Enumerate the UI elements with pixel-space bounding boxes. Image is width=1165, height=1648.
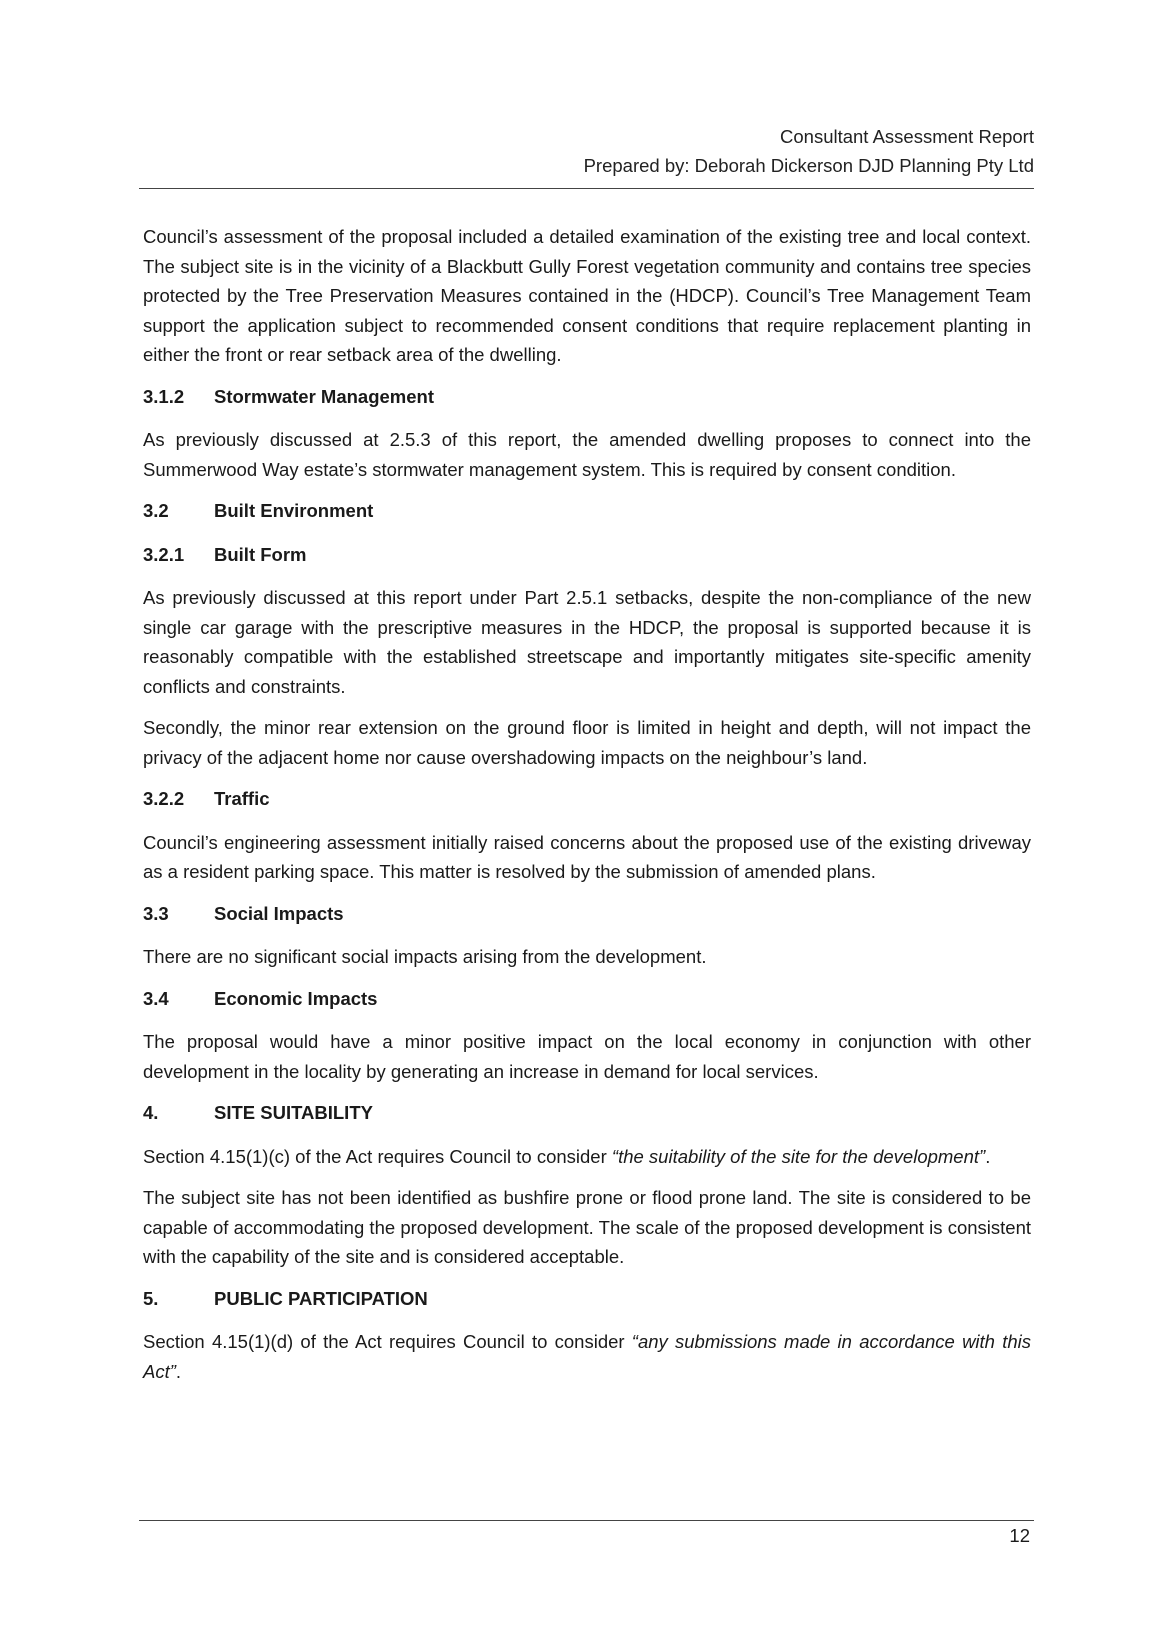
heading-title: PUBLIC PARTICIPATION (214, 1287, 428, 1309)
heading-title: Economic Impacts (214, 987, 378, 1009)
header-divider (139, 188, 1034, 189)
heading-number: 3.2.1 (143, 543, 185, 565)
paragraph-site-suitability-section (143, 1142, 1031, 1172)
heading-number: 5. (143, 1287, 159, 1309)
heading-number: 3.2.2 (143, 788, 185, 809)
paragraph-traffic: Council’s engineering assessment initially raised concerns about the proposed use of the existing driveway as a resident parking space. This matter is resolved by the submission of amended plans. (143, 831, 1031, 882)
heading-title: SITE SUITABILITY (214, 1102, 373, 1123)
paragraph-stormwater: As previously discussed at 2.5.3 of this report, the amended dwelling proposes to connect into the Summerwood Way estate’s stormwater management system. This is required by consent condition. (143, 429, 1031, 480)
page-header (139, 122, 1034, 180)
heading-public-participation (143, 1284, 1031, 1314)
text: . (175, 1360, 182, 1382)
page-body (143, 222, 1031, 1398)
report-title: Consultant Assessment Report (780, 126, 1034, 147)
heading-traffic (143, 784, 1031, 814)
heading-title: Stormwater Management (214, 385, 434, 407)
heading-title: Traffic (214, 788, 270, 809)
paragraph-public-participation (143, 1327, 1031, 1386)
paragraph-built-form-setbacks: As previously discussed at this report under Part 2.5.1 setbacks, despite the non-compliance of the new single car garage with the prescriptive measures in the HDCP, the proposal is supported because it is reasonably compatible with the established streetscape and importantly mitigates site-specific amenity conflicts and constraints. (143, 587, 1031, 697)
heading-number: 4. (143, 1102, 159, 1123)
heading-site-suitability (143, 1098, 1031, 1128)
heading-number: 3.1.2 (143, 385, 185, 407)
paragraph-social-impacts: There are no significant social impacts arising from the development. (143, 946, 707, 967)
report-author: Prepared by: Deborah Dickerson DJD Planning Pty Ltd (583, 155, 1034, 176)
heading-number: 3.4 (143, 987, 169, 1009)
paragraph-site-suitability: The subject site has not been identified as bushfire prone or flood prone land. The site is considered to be capable of accommodating the proposed development. The scale of the proposed development is consistent with the capability of the site and is considered acceptable. (143, 1187, 1031, 1267)
heading-title: Built Environment (214, 500, 374, 521)
heading-number: 3.3 (143, 902, 169, 924)
paragraph-built-form-extension: Secondly, the minor rear extension on the ground floor is limited in height and depth, will not impact the privacy of the adjacent home nor cause overshadowing impacts on the neighbour’s land. (143, 717, 1031, 768)
heading-stormwater (143, 382, 1031, 412)
paragraph-economic-impacts: The proposal would have a minor positive impact on the local economy in conjunction with other development in the locality by generating an increase in demand for local services. (143, 1031, 1031, 1082)
heading-built-environment (143, 496, 1031, 526)
paragraph-tree-assessment: Council’s assessment of the proposal included a detailed examination of the existing tree and local context. The subject site is in the vicinity of a Blackbutt Gully Forest vegetation community and contains tree species protected by the Tree Preservation Measures contained in the (HDCP). Council’s Tree Management Team support the application subject to recommended consent conditions that require replacement planting in either the front or rear setback area of the dwelling. (143, 226, 1031, 365)
text: Section 4.15(1)(d) of the Act requires Council to consider (143, 1331, 632, 1352)
quoted-text: “the suitability of the site for the development” (611, 1145, 986, 1167)
page-number: 12 (1009, 1525, 1030, 1546)
quoted-text: “any submissions made in accordance with this Act” (143, 1331, 1031, 1382)
heading-number: 3.2 (143, 500, 169, 521)
text: . (985, 1145, 991, 1167)
heading-title: Social Impacts (214, 902, 344, 924)
text: Section 4.15(1)(c) of the Act requires Council to consider (143, 1145, 612, 1167)
heading-title: Built Form (214, 543, 307, 565)
heading-economic-impacts (143, 984, 1031, 1014)
heading-built-form (143, 540, 1031, 570)
heading-social-impacts (143, 899, 1031, 929)
